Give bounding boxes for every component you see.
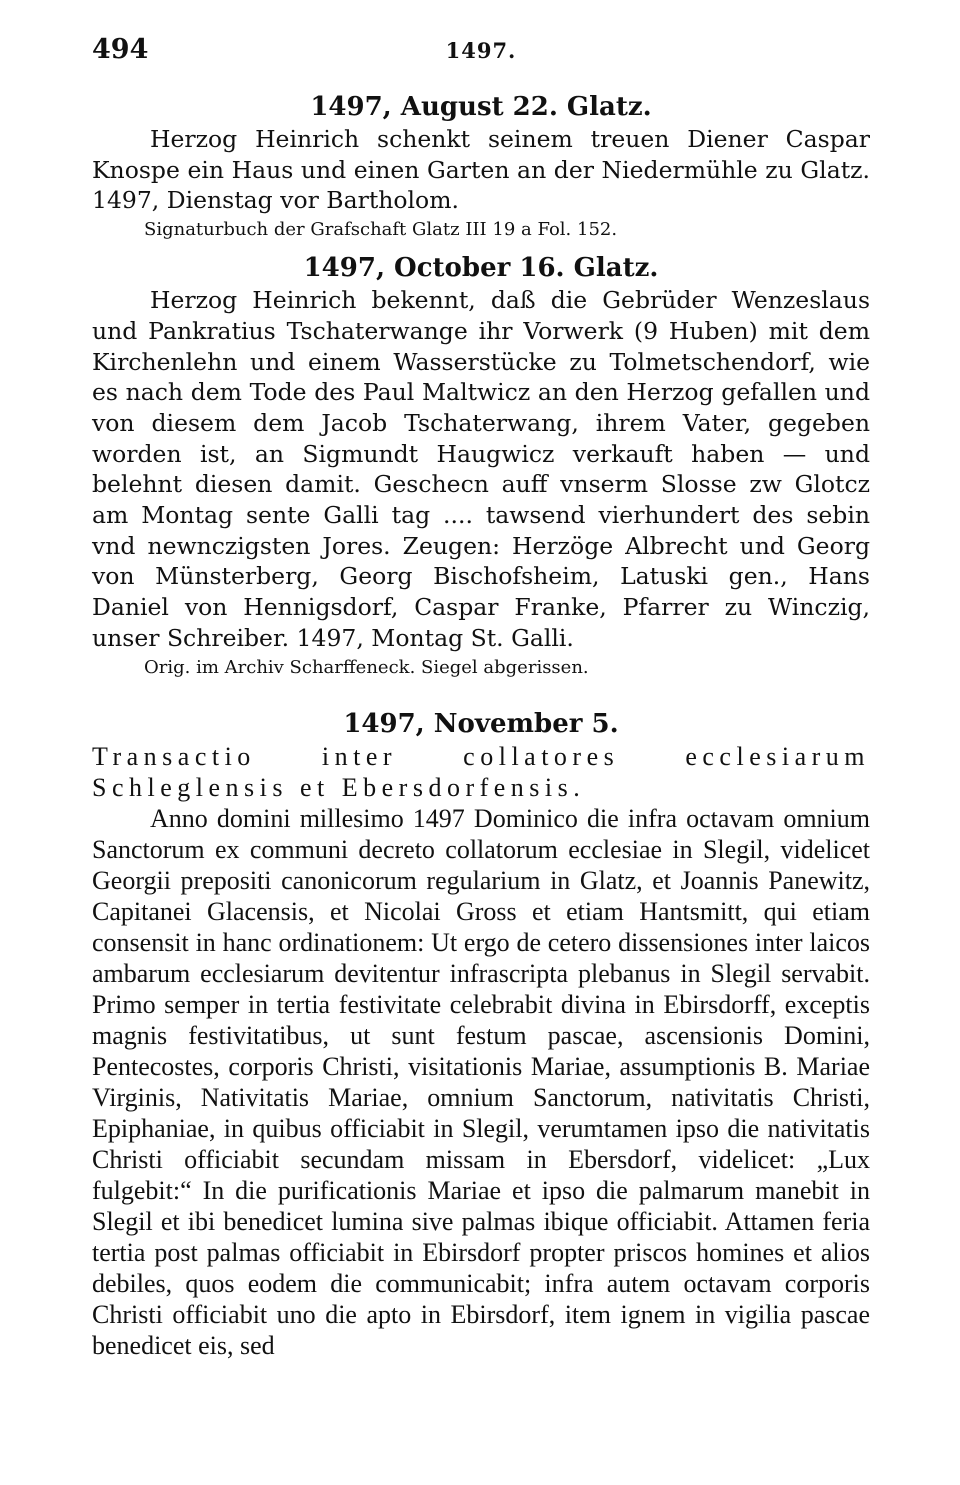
entry-title: Transactio inter collatores ecclesiarum Schleglensis et Ebersdorfensis.	[92, 741, 870, 802]
entry-text: Herzog Heinrich bekennt, daß die Gebrüder Wenzeslaus und Pankratius Tschaterwange ihr Vorwerk (9 Huben) mit dem Kirchenlehn und einem Wasserstücke zu Tolmetschendorf, wie es nach dem Tode des Paul Maltwicz an den Herzog gefallen und von diesem dem Jacob Tschaterwang, ihrem Vater, gegeben worden ist, an Sigmundt Haugwicz verkauft haben — und belehnt diesen damit. Geschecn auff vnserm Slosse zw Glotcz am Montag sente Galli tag .... tawsend vierhundert des sebin vnd newnczigsten Jores. Zeugen: Herzöge Albrecht und Georg von Münsterberg, Georg Bischofsheim, Latuski gen., Hans Daniel von Hennigsdorf, Caspar Franke, Pfarrer zu Winczig, unser Schreiber. 1497, Montag St. Galli.	[92, 286, 870, 652]
entry-source: Orig. im Archiv Scharffeneck. Siegel abgerissen.	[144, 656, 589, 678]
entry-august-22	[92, 90, 870, 243]
page-number: 494	[92, 34, 149, 65]
running-head: 1497.	[445, 38, 517, 63]
entry-november-5	[92, 707, 870, 1361]
entry-text: Anno domini millesimo 1497 Dominico die infra octavam omnium Sanctorum ex communi decreto collatorum ecclesiae in Slegil, videlicet Georgii prepositi canonicorum regularium in Glatz, et Joannis Panewitz, Capitanei Glacensis, et Nicolai Gross et etiam Hantsmitt, qui etiam consensit in hanc ordinationem: Ut ergo de cetero dissensiones inter laicos ambarum ecclesiarum devitentur infrascripta plebanus in Slegil servabit. Primo semper in tertia festivitate celebrabit divina in Ebirsdorff, exceptis magnis festivitatibus, ut sunt festum pascae, ascensionis Domini, Pentecostes, corporis Christi, visitationis Mariae, assumptionis B. Mariae Virginis, Nativitatis Mariae, omnium Sanctorum, nativitatis Christi, Epiphaniae, in quibus officiabit in Slegil, verumtamen ipso die nativitatis Christi officiabit secundam missam in Ebersdorf, videlicet: „Lux fulgebit:“ In die purificationis Mariae et ipso die palmarum manebit in Slegil et ibi benedicet lumina sive palmas ibique officiabit. Attamen feria tertia post palmas officiabit in Ebirsdorf propter priscos homines et alios debiles, quos eodem die communicabit; infra autem octavam corporis Christi officiabit uno die apto in Ebirsdorf, item ignem in vigilia pascae benedicet eis, sed	[92, 803, 870, 1360]
page-header	[92, 34, 870, 74]
page	[92, 34, 870, 1361]
entry-source: Signaturbuch der Grafschaft Glatz III 19 a Fol. 152.	[144, 219, 618, 241]
entry-heading: 1497, August 22. Glatz.	[310, 92, 652, 122]
entry-heading: 1497, October 16. Glatz.	[303, 253, 659, 284]
entry-heading: 1497, November 5.	[343, 708, 619, 739]
entry-text: Herzog Heinrich schenkt seinem treuen Diener Caspar Knospe ein Haus und einen Garten an der Niedermühle zu Glatz. 1497, Dienstag vor Bartholom.	[92, 125, 870, 215]
entry-october-16	[92, 251, 870, 680]
